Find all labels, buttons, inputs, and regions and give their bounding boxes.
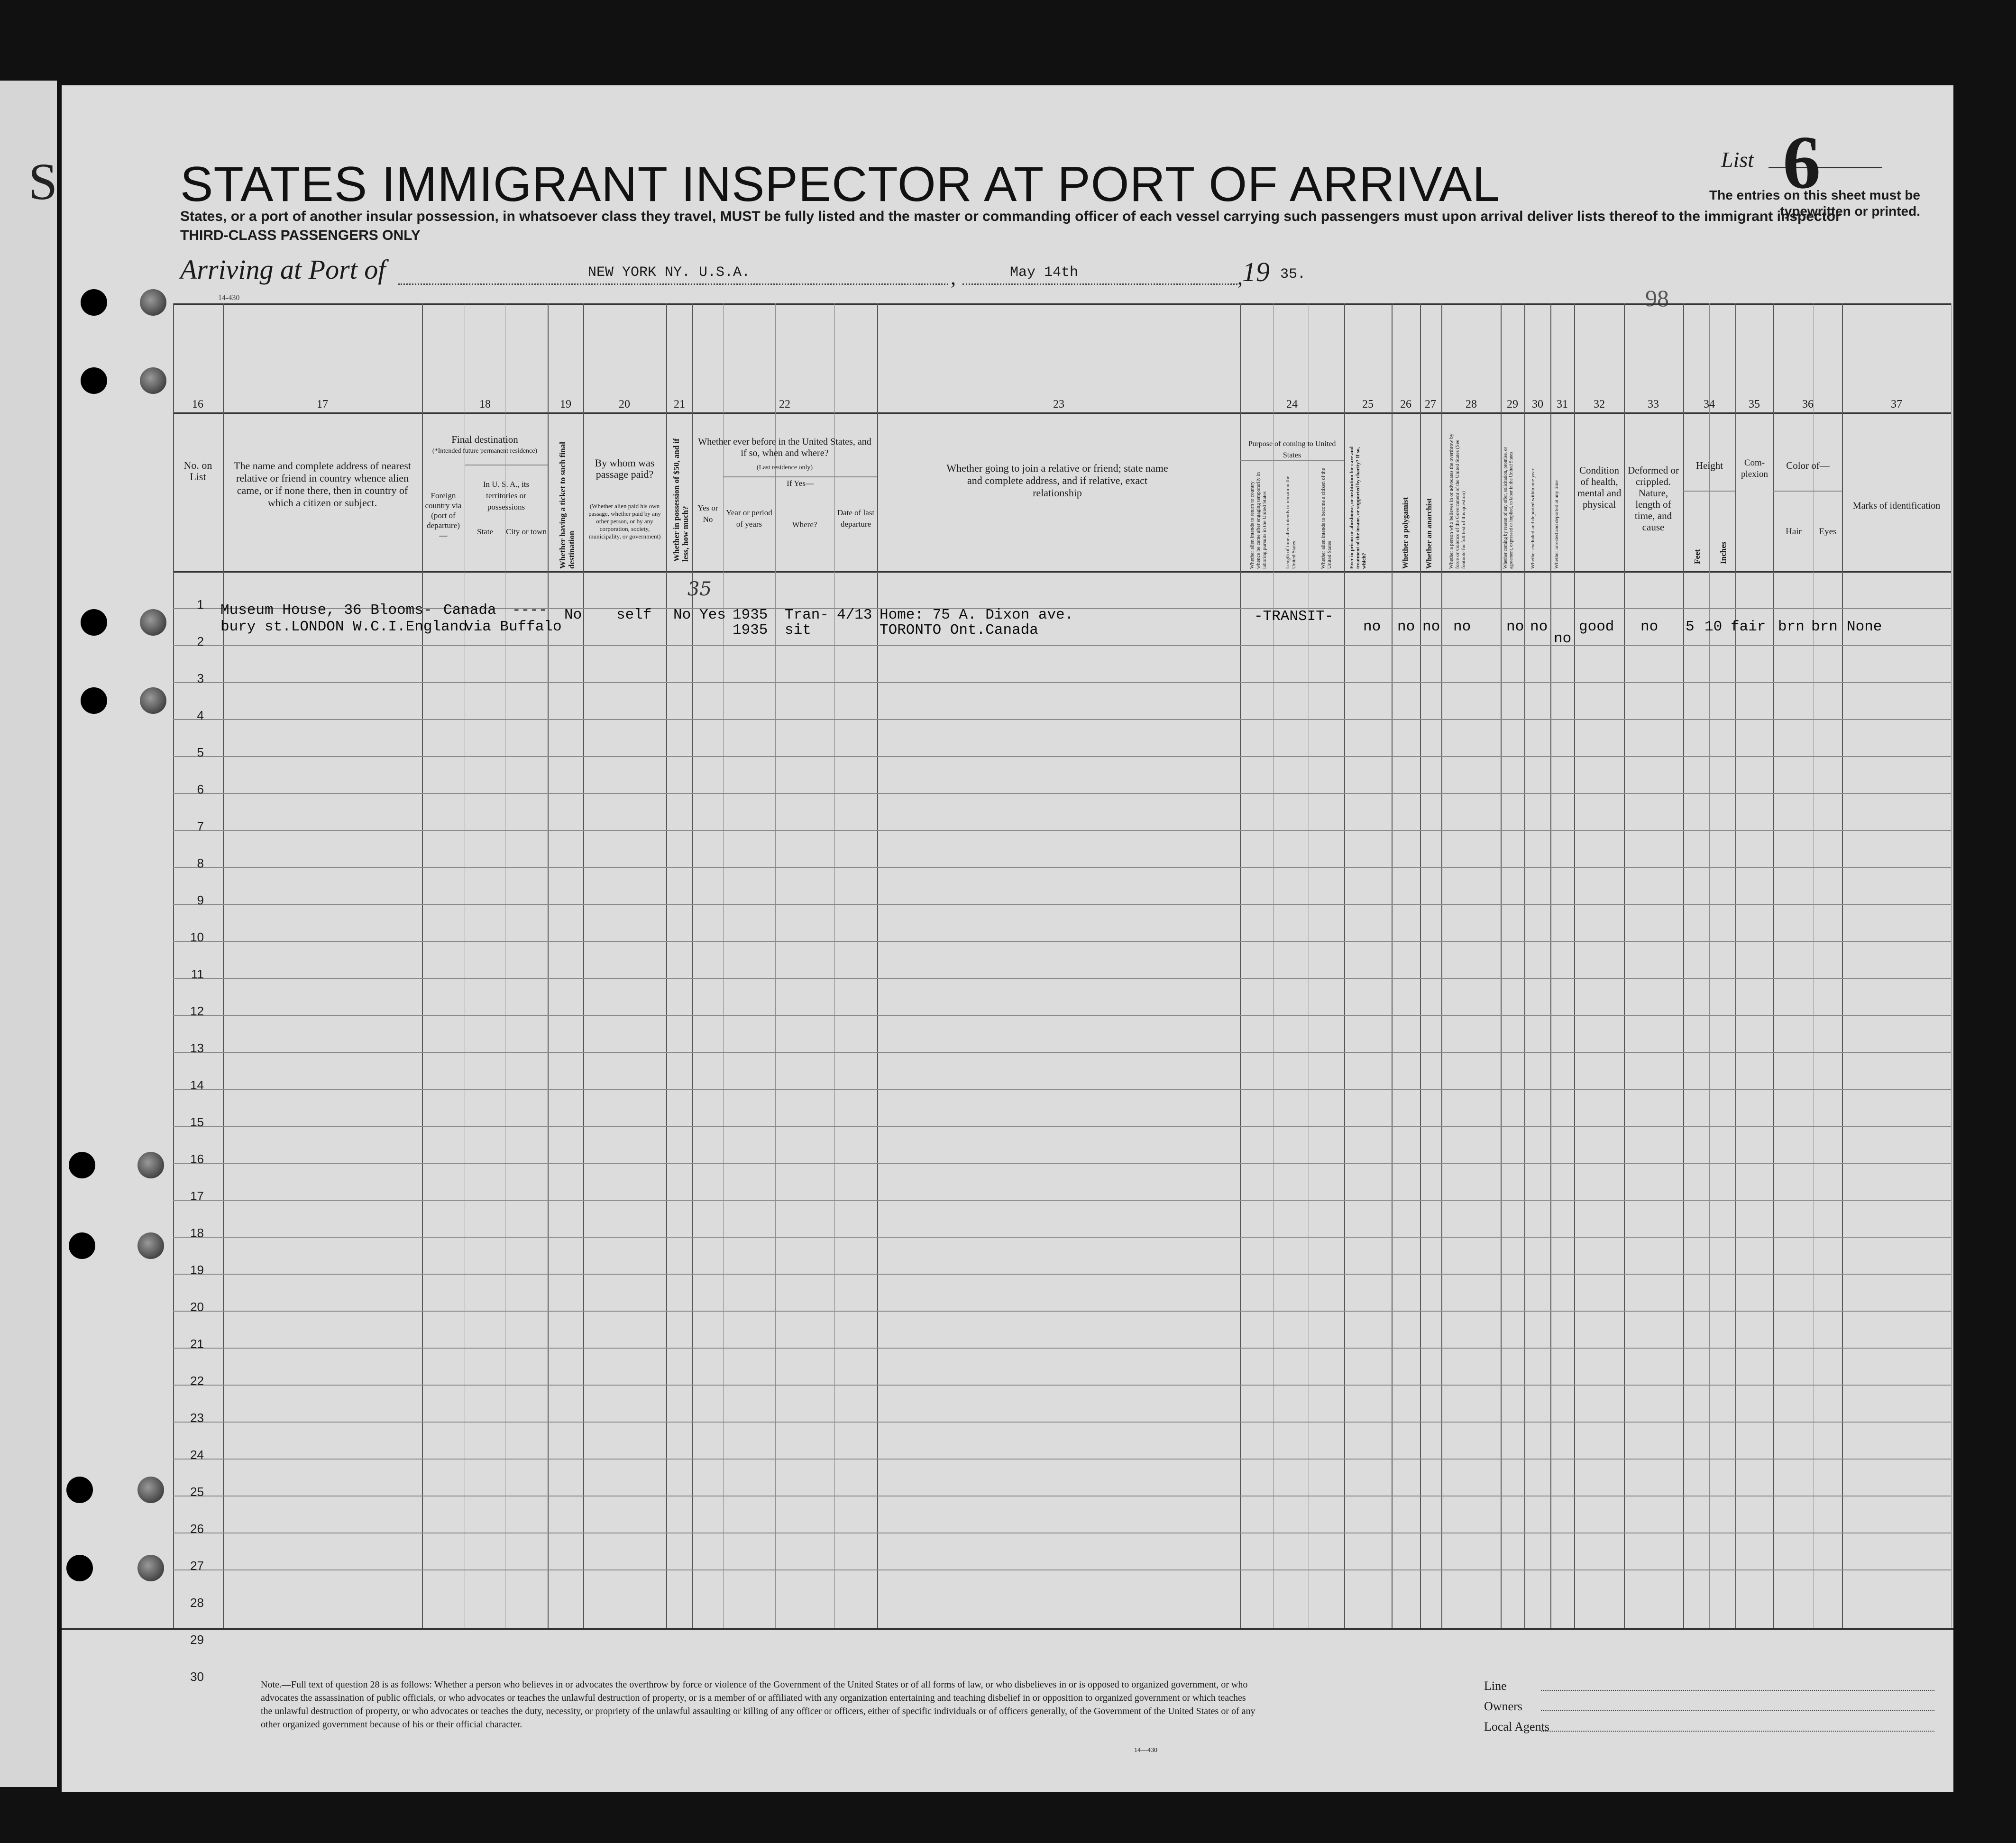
col-line <box>1420 303 1421 1628</box>
row-line <box>173 978 1951 979</box>
col-line <box>1392 303 1393 1628</box>
header-passage-paid: By whom was passage paid? <box>595 457 655 480</box>
col-line <box>1240 303 1241 1628</box>
entry-where1: Tran- <box>785 607 829 623</box>
column-number: 24 <box>1286 398 1298 411</box>
footer-border <box>62 1628 1953 1630</box>
sub-line <box>723 476 877 477</box>
header-relative-address: The name and complete address of nearest relative or friend in country whence alien came, or if none there, then in country of which a citizen or subject. <box>234 460 411 509</box>
header-where: Where? <box>792 520 817 529</box>
row-number: 5 <box>197 745 204 759</box>
row-number: 24 <box>190 1448 204 1462</box>
column-number: 20 <box>619 398 630 411</box>
binder-hole <box>81 367 107 394</box>
row-number: 19 <box>190 1263 204 1277</box>
row-line <box>173 1385 1951 1386</box>
entry-polygamist: no <box>1397 619 1415 635</box>
entry-join1: Home: 75 A. Dixon ave. <box>880 607 1074 623</box>
row-line <box>173 645 1951 646</box>
column-number: 19 <box>560 398 571 411</box>
column-number: 29 <box>1507 398 1518 411</box>
row-line <box>173 1089 1951 1090</box>
header-color-of: Color of— <box>1786 460 1830 471</box>
footer-line-field <box>1541 1690 1934 1691</box>
footer-owners-field <box>1541 1710 1934 1711</box>
header-deformed: Deformed or crippled. Nature, length of time, and cause <box>1628 465 1679 533</box>
header-separator <box>173 412 1951 414</box>
header-before-in-us: Whether ever before in the United States, and if so, when and where? <box>698 437 871 458</box>
row-number: 29 <box>190 1633 204 1647</box>
entry-before-yes: Yes <box>699 607 726 623</box>
date-line <box>962 283 1237 285</box>
sub-line <box>1773 491 1842 492</box>
col-line <box>1501 303 1502 1628</box>
header-purpose-b: Length of time alien intends to remain in the United States <box>1285 475 1297 569</box>
entry-marks: None <box>1847 619 1882 635</box>
entry-inches: 10 <box>1704 619 1723 635</box>
entry-fifty-dollars: No <box>673 607 691 623</box>
binder-hole <box>140 609 166 636</box>
entry-where2: sit <box>785 622 811 639</box>
entry-complexion: fair <box>1731 619 1766 635</box>
arriving-port: NEW YORK NY. U.S.A. <box>588 265 751 281</box>
col-line <box>723 303 724 1628</box>
entry-foreign-country: Canada <box>443 602 496 619</box>
comma: , <box>1237 266 1243 289</box>
col-line <box>877 303 878 1628</box>
row-number: 2 <box>197 634 204 648</box>
entry-prison: no <box>1363 619 1381 635</box>
binder-hole <box>137 1477 164 1503</box>
binder-hole <box>140 367 166 394</box>
sub-line <box>1683 491 1735 492</box>
col-line <box>1683 303 1684 1628</box>
row-line <box>173 1311 1951 1312</box>
arriving-date: May 14th <box>1010 265 1079 281</box>
entry-eyes: brn <box>1811 619 1838 635</box>
entry-address-line1: Museum House, 36 Blooms- <box>220 602 432 619</box>
header-anarchist: Whether an anarchist <box>1425 498 1433 569</box>
row-number: 25 <box>190 1485 204 1499</box>
row-number: 13 <box>190 1041 204 1055</box>
col-line <box>1524 303 1525 1628</box>
entry-q28: no <box>1453 619 1471 635</box>
row-number: 17 <box>190 1189 204 1203</box>
col-line <box>1273 303 1274 1628</box>
header-complexion: Com- plexion <box>1741 458 1768 479</box>
col-line <box>548 303 549 1628</box>
row-line <box>173 1569 1951 1570</box>
entry-q29: no <box>1506 619 1524 635</box>
entries-note: The entries on this sheet must be typewritten or printed. <box>1709 188 1920 219</box>
row-number: 27 <box>190 1559 204 1573</box>
row-number: 15 <box>190 1115 204 1129</box>
header-state: State <box>477 527 493 536</box>
header-year-period: Year or period of years <box>726 508 772 529</box>
entry-purpose: -TRANSIT- <box>1254 608 1334 625</box>
row-number: 20 <box>190 1300 204 1314</box>
binder-hole <box>66 1477 93 1503</box>
entry-q31: no <box>1554 630 1572 647</box>
entry-ticket: No <box>564 607 582 623</box>
col-line <box>692 303 693 1628</box>
header-joining-relative: Whether going to join a relative or friend; state name and complete address, and if relative, exact relationship <box>946 462 1168 499</box>
row-line <box>173 830 1951 831</box>
column-number: 36 <box>1802 398 1814 411</box>
column-number: 23 <box>1053 398 1064 411</box>
row-line <box>173 1015 1951 1016</box>
stamp-number: 98 <box>1645 285 1669 311</box>
entry-state: ---- <box>512 602 548 619</box>
column-number: 28 <box>1466 398 1477 411</box>
col-line <box>1735 303 1736 1628</box>
footer-agents-field <box>1541 1731 1934 1732</box>
row-number: 6 <box>197 782 204 796</box>
row-number: 18 <box>190 1226 204 1240</box>
col-line <box>1951 303 1952 1628</box>
header-if-yes: If Yes— <box>787 479 814 488</box>
header-city: City or town <box>506 527 547 536</box>
row-line <box>173 1237 1951 1238</box>
page-title: STATES IMMIGRANT INSPECTOR AT PORT OF ARRIVAL <box>180 157 1501 212</box>
column-number: 30 <box>1532 398 1543 411</box>
column-number: 35 <box>1749 398 1760 411</box>
row-line <box>173 1163 1951 1164</box>
header-prison: Ever in prison or almshouse, or institution for care and treatment of the insane, or supported by charity? If so, which? <box>1349 446 1367 569</box>
col-line <box>1709 303 1710 1628</box>
year-suffix: 35. <box>1280 266 1306 283</box>
row-number: 22 <box>190 1374 204 1388</box>
header-fifty-dollars: Whether in possession of $50, and if less, how much? <box>672 438 690 562</box>
col-line <box>834 303 835 1628</box>
column-number: 34 <box>1704 398 1715 411</box>
entry-anarchist: no <box>1422 619 1440 635</box>
header-marks: Marks of identification <box>1852 501 1941 511</box>
entry-year1: 1935 <box>733 607 768 623</box>
header-health: Condition of health, mental and physical <box>1577 465 1622 510</box>
header-q30: Whether excluded and deported within one year <box>1530 468 1536 569</box>
column-number: 22 <box>779 398 790 411</box>
row-number: 26 <box>190 1522 204 1536</box>
entry-year2: 1935 <box>733 622 768 639</box>
binder-hole <box>137 1555 164 1581</box>
row-number: 4 <box>197 708 204 722</box>
row-number: 14 <box>190 1078 204 1092</box>
row-line <box>173 941 1951 942</box>
entry-health: good <box>1579 619 1614 635</box>
subtitle-instructions: States, or a port of another insular possession, in whatsoever class they travel, MUST be fully listed and the master or commanding officer of each vessel carrying such passengers must upon arrival deliver lists thereof to the immigrant inspector <box>180 209 1841 224</box>
form-number-bottom: 14—430 <box>1134 1747 1157 1754</box>
row-number: 3 <box>197 671 204 685</box>
header-final-destination: Final destination <box>451 434 518 445</box>
col-line <box>1441 303 1442 1628</box>
footnote-q28: Note.—Full text of question 28 is as follows: Whether a person who believes in or advocates the overthrow by force or violence of the Government of the United States or of all forms of law, or who disbelieves in or is opposed to organized government, or who advocates the assassination of public officials, or who advocates or teaches the unlawful destruction of property, or is a member of or affiliated with any organization entertaining and teaching disbelief in or opposition to organized government or which teaches the unlawful destruction of property, or who advocates or teaches the duty, necessity, or propriety of the unlawful assaulting or killing of any officer or officers, either of specific individuals or of officers generally, of the Government of the United States or of any other organized government because of his or their official character. <box>261 1679 1255 1730</box>
sub-line <box>1240 460 1344 461</box>
port-line <box>398 283 948 285</box>
col-line <box>1842 303 1843 1628</box>
header-ticket: Whether having a ticket to such final destination <box>558 442 576 569</box>
year-prefix: 19 <box>1242 256 1270 287</box>
header-hair: Hair <box>1786 527 1802 537</box>
entry-deformed: no <box>1640 619 1659 635</box>
row-number: 23 <box>190 1411 204 1425</box>
row-line <box>173 719 1951 720</box>
column-number: 21 <box>674 398 685 411</box>
entry-foreign-via: via Buffalo <box>465 619 562 635</box>
row-line <box>173 1422 1951 1423</box>
col-line <box>583 303 584 1628</box>
row-line <box>173 867 1951 868</box>
column-number: 25 <box>1362 398 1374 411</box>
header-feet: Feet <box>1693 549 1702 564</box>
header-date-departure: Date of last departure <box>837 508 875 529</box>
col-line <box>666 303 667 1628</box>
row-line <box>173 904 1951 905</box>
col-line <box>422 303 423 1628</box>
row-line <box>173 1052 1951 1053</box>
row-line <box>173 1459 1951 1460</box>
arriving-label: Arriving at Port of <box>180 254 386 285</box>
column-number: 16 <box>192 398 203 411</box>
row-line <box>173 1126 1951 1127</box>
col-line <box>1550 303 1551 1628</box>
column-number: 33 <box>1648 398 1659 411</box>
row-line <box>173 682 1951 683</box>
header-purpose-a: Whether alien intends to return to country whence he came after engaging temporarily in laboring pursuits in the United States <box>1249 472 1267 569</box>
comma: , <box>951 266 956 289</box>
row-number: 21 <box>190 1337 204 1351</box>
list-number: 6 <box>1783 120 1821 204</box>
footer-owners-label: Owners <box>1484 1699 1522 1713</box>
col-line <box>1773 303 1774 1628</box>
row-line <box>173 1200 1951 1201</box>
row-line <box>173 1274 1951 1275</box>
col-line <box>1344 303 1345 1628</box>
table-top-border <box>173 303 1951 305</box>
header-final-destination-note: (*Intended future permanent residence) <box>432 447 538 455</box>
col-line <box>173 303 174 1628</box>
row-number: 30 <box>190 1670 204 1684</box>
col-line <box>1574 303 1575 1628</box>
row-number: 12 <box>190 1004 204 1018</box>
binder-hole <box>69 1232 95 1259</box>
col-line <box>223 303 224 1628</box>
header-passage-paid-note: (Whether alien paid his own passage, whether paid by any other person, or by any corporation, society, municipality, or government) <box>588 502 661 540</box>
row-number: 11 <box>191 967 204 981</box>
subtitle-class: THIRD-CLASS PASSENGERS ONLY <box>180 228 421 243</box>
header-foreign-country: Foreign country via (port of departure)— <box>425 491 462 540</box>
binder-hole <box>137 1232 164 1259</box>
row-line <box>173 756 1951 757</box>
row-number: 7 <box>197 819 204 833</box>
header-no-on-list: No. on List <box>183 459 212 483</box>
entry-hair: brn <box>1778 619 1805 635</box>
binder-hole <box>81 609 107 636</box>
row-line <box>173 793 1951 794</box>
row-number: 28 <box>190 1596 204 1610</box>
row-number: 16 <box>190 1152 204 1166</box>
entry-departure: 4/13 <box>837 607 872 623</box>
column-number: 37 <box>1891 398 1902 411</box>
previous-page-text: S <box>28 153 58 210</box>
header-q31: Whether arrested and deported at any time <box>1554 480 1559 569</box>
binder-hole <box>140 687 166 714</box>
header-polygamist: Whether a polygamist <box>1402 497 1410 569</box>
list-label: List <box>1721 147 1754 172</box>
manifest-sheet <box>62 85 1953 1792</box>
form-number-top: 14-430 <box>218 294 240 302</box>
header-last-residence: (Last residence only) <box>756 464 813 471</box>
previous-page-strip <box>0 81 57 1787</box>
header-inches: Inches <box>1719 541 1728 564</box>
column-number: 26 <box>1400 398 1411 411</box>
header-bottom-border <box>173 571 1951 573</box>
binder-hole <box>81 687 107 714</box>
entry-join2: TORONTO Ont.Canada <box>880 622 1038 639</box>
binder-hole <box>81 289 107 316</box>
col-line <box>775 303 776 1628</box>
binder-hole <box>140 289 166 316</box>
header-purpose-c: Whether alien intends to become a citizen of the United States <box>1320 468 1332 569</box>
manifest-table <box>173 303 1975 1684</box>
row-number: 9 <box>197 893 204 907</box>
row-line <box>173 1348 1951 1349</box>
row-number: 8 <box>197 856 204 870</box>
entry-feet: 5 <box>1686 619 1695 635</box>
footer-line-label: Line <box>1484 1679 1507 1693</box>
header-in-usa: In U. S. A., its territories or possessions <box>483 480 530 511</box>
binder-hole <box>69 1152 95 1178</box>
row-number: 10 <box>190 930 204 944</box>
footer-agents-label: Local Agents <box>1484 1720 1549 1734</box>
column-number: 32 <box>1594 398 1605 411</box>
entry-passage-paid: self <box>616 607 652 623</box>
header-height: Height <box>1695 460 1723 471</box>
column-number: 18 <box>479 398 491 411</box>
column-number: 31 <box>1557 398 1568 411</box>
row-number: 1 <box>197 597 204 611</box>
column-number: 27 <box>1425 398 1436 411</box>
header-purpose: Purpose of coming to United States <box>1248 440 1336 459</box>
column-number: 17 <box>317 398 328 411</box>
binder-hole <box>66 1555 93 1581</box>
header-q28: Whether a person who believes in or advocates the overthrow by force or violence of the Government of the United States (See footnote for full text of this question) <box>1448 433 1466 569</box>
binder-hole <box>137 1152 164 1178</box>
entry-q30: no <box>1530 619 1548 635</box>
header-q29: Whether coming by reason of any offer, solicitation, promise, or agreement, expressed or implied, to labor in the United States <box>1503 447 1514 569</box>
entry-address-line2: bury st.LONDON W.C.I.England <box>220 619 467 635</box>
entry-fifty-handwritten: 35 <box>687 578 712 600</box>
header-yes-or-no: Yes or No <box>697 503 718 524</box>
header-eyes: Eyes <box>1819 527 1837 537</box>
